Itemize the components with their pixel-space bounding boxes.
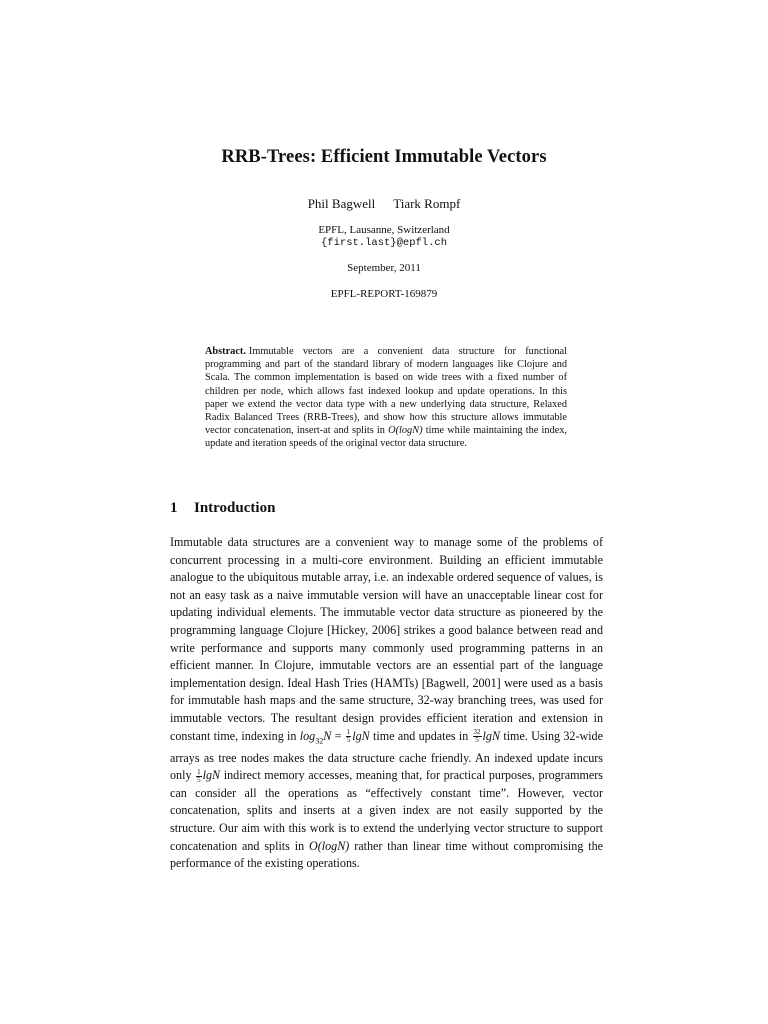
author-email: {first.last}@epfl.ch [320,237,448,249]
body-text: time and updates in [369,728,472,743]
fraction-denominator: 5 [346,736,351,745]
report-number: EPFL-REPORT-169879 [330,288,438,300]
body-text: time. Using 32-wide arrays as tree nodes makes the data structure cache friendly. An indexed update incurs only [170,728,603,783]
math-n: N [323,728,332,743]
math-lgn: lgN [202,768,221,783]
section-number: 1 [170,500,178,516]
math-subscript: 32 [315,735,324,745]
fraction [346,729,352,744]
author-name: Tiark Rompf [393,196,461,211]
math-equals: = [331,728,345,743]
abstract-text: Immutable vectors are a convenient data structure for functional programming and part of the standard library of modern languages like Clojure and Scala. The common implementation is based on wide trees with a fixed number of children per node, which allows fast indexed lookup and update operations. In this paper we extend the vector data type with a new underlying data structure, Relaxed Radix Balanced Trees (RRB-Trees), and show how this structure allows immutable vector concatenation, insert-at and splits in [205,346,567,437]
introduction-paragraph [170,534,603,873]
body-text: Immutable data structures are a convenient way to manage some of the problems of concurrent processing in a multi-core environment. Building an efficient immutable analogue to the ubiquitous mutable array, i.e. an indexable ordered sequence of values, is not an easy task as a naive immutable version will have an unacceptable linear cost for updating individual elements. The immutable vector data structure as pioneered by the programming language Clojure [Hickey, 2006] strikes a good balance between read and write performance and supports many commonly used programming patterns in an efficient manner. In Clojure, immutable vectors are an essential part of the language implementation design. Ideal Hash Tries (HAMTs) [Bagwell, 2001] were used as a basis for immutable hash maps and the same structure, 32-way branching trees, was used for immutable vectors. The resultant design provides efficient iteration and extension in constant time, indexing in [170,535,603,743]
abstract [205,345,567,451]
math-lgn: lgN [352,728,370,743]
author-list [0,196,768,212]
body-text: indirect memory accesses, meaning that, for practical purposes, programmers can consider all the operations as “effectively constant time”. However, vector concatenation, splits and inserts at a given index are not easily supported by the structure. Our aim with this work is to extend the underlying vector structure to support concatenation and splits in [170,768,603,853]
fraction-numerator: 1 [197,767,201,776]
section-title: Introduction [194,500,276,516]
fraction [196,769,202,784]
affiliation-block [0,224,768,250]
fraction-denominator: 5 [197,775,201,784]
abstract-text: time while maintaining the index, update and iteration speeds of the original vector data structure. [205,425,568,450]
fraction-numerator: 32 [473,728,481,737]
affiliation: EPFL, Lausanne, Switzerland [318,224,450,236]
author-name: Phil Bagwell [307,196,376,211]
publication-date: September, 2011 [347,262,421,274]
math-big-o: O(logN) [309,838,350,853]
math-big-o: O(logN) [388,425,423,437]
fraction [473,729,482,744]
math-lgn: lgN [482,728,501,743]
paper-title: RRB-Trees: Efficient Immutable Vectors [221,147,547,167]
math-log: log [299,728,316,743]
body-text: rather than linear time without compromising the performance of the existing operations. [170,838,604,871]
fraction-numerator: 1 [346,728,351,737]
fraction-denominator: 5 [475,736,479,745]
abstract-label: Abstract. [205,346,246,357]
section-heading [170,500,275,517]
